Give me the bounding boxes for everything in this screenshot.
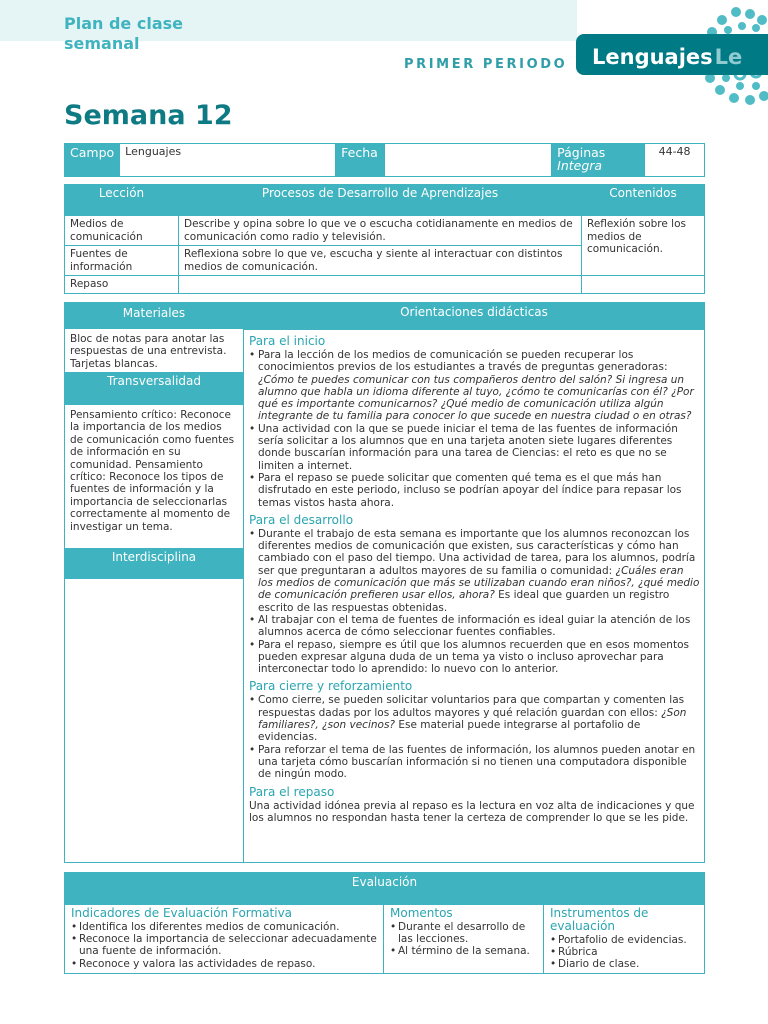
list-item: • Portafolio de evidencias. [550,934,700,946]
desarrollo-list [249,528,700,676]
fecha-value [385,144,552,177]
evaluacion-header: Evaluación [65,873,704,905]
momentos-column [384,905,544,973]
inicio-title: Para el inicio [249,334,326,348]
procesos-header: Procesos de Desarrollo de Aprendizajes [179,185,582,216]
list-item: • Identifica los diferentes medios de comunicación. [71,921,379,933]
list-item: • Diario de clase. [550,958,700,970]
instrumentos-title: Instrumentos de evaluación [550,906,649,933]
momentos-list [390,921,539,958]
paginas-label: Páginas Integra [552,144,645,177]
list-item: • Para la lección de los medios de comunicación se pueden recuperar los conocimientos previos de los estudiantes a través de preguntas generadoras: ¿Cómo te puedes comunicar con tus compañeros dentro del salón? Si ingresa un alumno que habla un idioma diferente al tuyo, ¿cómo te comunicarías con él? ¿Por qué es importante comunicarnos? ¿Qué medio de comunicación utiliza algún integrante de tu familia para conocer lo que sucede en nuestra ciudad o en otras? [249,349,700,423]
inicio-list [249,349,700,509]
campo-label: Campo [65,144,120,177]
repaso-title: Para el repaso [249,784,335,799]
indicadores-title: Indicadores de Evaluación Formativa [71,906,293,920]
list-item: • Para el repaso, siempre es útil que los alumnos recuerden que en esos momentos pueden expresar alguna duda de un tema ya visto o incluso aprovechar para interconectar todo lo aprendido: lo nuevo con lo anterior. [249,639,700,676]
list-item: • Reconoce y valora las actividades de repaso. [71,958,379,970]
lessons-table [64,184,705,294]
list-item: • Rúbrica [550,946,700,958]
indicadores-column [65,905,384,973]
cierre-list [249,694,700,780]
list-item: • Para el repaso se puede solicitar que comenten qué tema es el que más han disfrutado en este periodo, incluso se podrían apoyar del índice para repasar los temas vistos hasta ahora. [249,472,700,509]
proceso-cell: Reflexiona sobre lo que ve, escucha y siente al interactuar con distintos medios de comunicación. [179,246,582,276]
right-column [245,303,704,862]
transversalidad-text: Pensamiento crítico: Reconoce la importancia de los medios de comunicación como fuentes de información en su comunidad. Pensamiento crítico: Reconoce los tipos de fuentes de información y la importancia de seleccionarlas correctamente al momento de investigar un tema. [70,409,235,533]
left-column [65,303,244,862]
repaso-text: Una actividad idónea previa al repaso es la lectura en voz alta de indicaciones y que los alumnos no respondan hasta tener la certeza de comprender lo que se les pide. [249,799,695,824]
materiales-header: Materiales [65,303,243,330]
list-item: • Al término de la semana. [390,945,539,957]
campo-value: Lenguajes [120,144,336,177]
campo-badge-label: LenguajesLe [592,45,743,69]
list-item: • Reconoce la importancia de seleccionar adecuadamente una fuente de información. [71,933,379,957]
transversalidad-header: Transversalidad [65,372,243,406]
interdisciplina-text [65,580,243,586]
materiales-text: Bloc de notas para anotar las respuestas de una entrevista. Tarjetas blancas. [70,333,227,370]
leccion-cell: Fuentes de información [65,246,179,276]
instrumentos-column [544,905,704,973]
cierre-title: Para cierre y reforzamiento [249,679,413,694]
indicadores-list [71,921,379,970]
evaluation-panel [64,872,705,974]
list-item: • Al trabajar con el tema de fuentes de información es ideal guiar la atención de los alumnos acerca de cómo seleccionar fuentes confiables. [249,614,700,639]
list-item: • Durante el trabajo de esta semana es importante que los alumnos reconozcan los diferentes medios de comunicación que existen, sus características y cómo han cambiado con el paso del tiempo. Una actividad de tarea, para los alumnos, podría ser que preguntaran a adultos mayores de su familia o comunidad: ¿Cuáles eran los medios de comunicación que más se utilizaban cuando eran niños?, ¿qué medio de comunicación prefieren usar ellos, ahora? Es ideal que guarden un registro escrito de las respuestas obtenidas. [249,528,700,614]
paginas-sub: Integra [557,158,603,173]
list-item: • Una actividad con la que se puede iniciar el tema de las fuentes de información sería solicitar a los alumnos que en una tarjeta anoten siete lugares diferentes donde buscarían información para una tarea de Ciencias: el reto es que no se limiten a internet. [249,423,700,472]
list-item: • Como cierre, se pueden solicitar voluntarios para que compartan y comenten las respuestas dadas por los adultos mayores y qué relación guardan con ellos: ¿Son familiares?, ¿son vecinos? Ese material puede integrarse al portafolio de evidencias. [249,694,700,743]
info-table [64,143,705,177]
proceso-cell [179,276,582,294]
leccion-cell: Repaso [65,276,179,294]
list-item: • Durante el desarrollo de las lecciones. [390,921,539,945]
desarrollo-title: Para el desarrollo [249,512,354,527]
fecha-label: Fecha [336,144,385,177]
plan-title: Plan de clase semanal [64,14,183,53]
orientaciones-header: Orientaciones didácticas [244,303,704,330]
paginas-value: 44-48 [645,144,705,177]
proceso-cell: Describe y opina sobre lo que ve o escucha cotidianamente en medios de comunicación como radio y televisión. [179,216,582,246]
campo-badge-ghost: Le [714,45,743,69]
momentos-title: Momentos [390,906,453,920]
list-item: • Para reforzar el tema de las fuentes de información, los alumnos pueden anotar en una tarjeta cómo buscarían información si no tienen una computadora disponible de ningún modo. [249,744,700,781]
planning-panel [64,302,705,863]
leccion-header: Lección [65,185,179,216]
leccion-cell: Medios de comunicación [65,216,179,246]
instrumentos-list [550,934,700,971]
week-title: Semana 12 [64,100,233,131]
interdisciplina-header: Interdisciplina [65,548,243,580]
period-label: PRIMER PERIODO [404,57,568,72]
contenidos-cell: Reflexión sobre los medios de comunicación. [582,216,705,276]
contenidos-cell-empty [582,276,705,294]
contenidos-header: Contenidos [582,185,705,216]
